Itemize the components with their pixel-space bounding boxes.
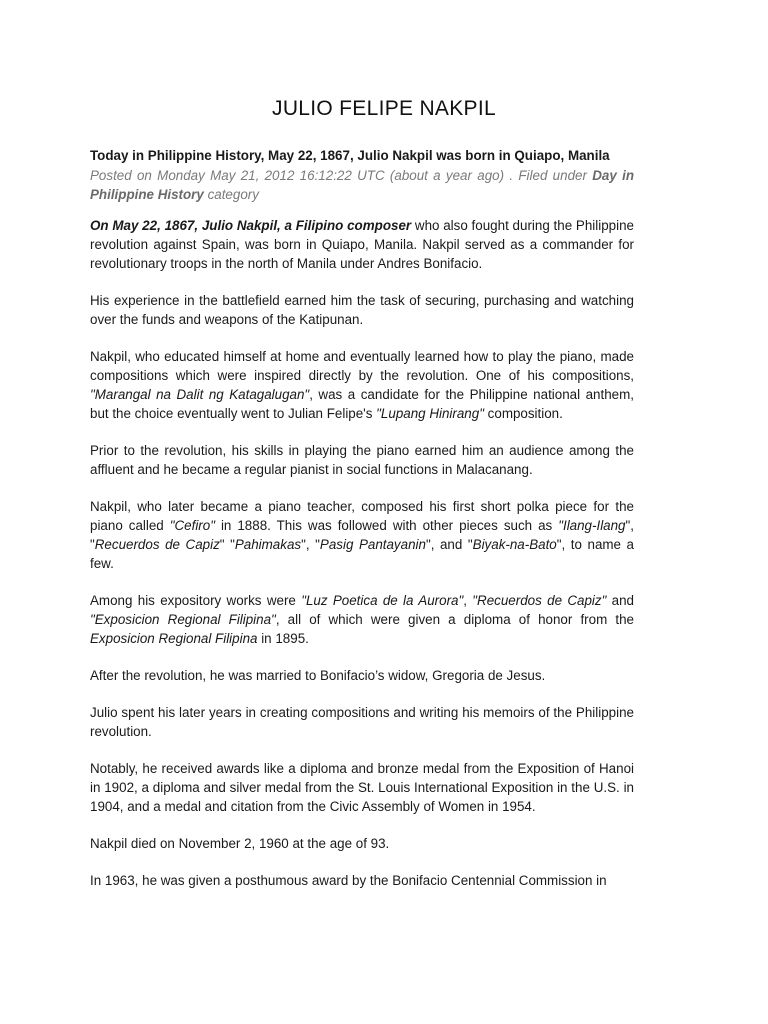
category-suffix: category <box>203 187 259 202</box>
post-meta <box>90 166 634 204</box>
category-link[interactable]: Day in Philippine History <box>90 168 634 202</box>
paragraph-1-lead: On May 22, 1867, Julio Nakpil, a Filipino composer <box>90 218 412 233</box>
paragraph-2: His experience in the battlefield earned him the task of securing, purchasing and watching over the funds and weapons of the Katipunan. <box>90 293 634 327</box>
paragraph-4: Prior to the revolution, his skills in playing the piano earned him an audience among the affluent and he became a regular pianist in social functions in Malacanang. <box>90 443 634 477</box>
article-subheading: Today in Philippine History, May 22, 1867, Julio Nakpil was born in Quiapo, Manila <box>90 148 610 163</box>
article-body <box>90 146 634 908</box>
paragraph-6: Among his expository works were "Luz Poetica de la Aurora", "Recuerdos de Capiz" and "Exposicion Regional Filipina", all of which were given a diploma of honor from the Exposicion Regional Filipina in 1895. <box>90 593 635 646</box>
paragraph-9: Notably, he received awards like a diploma and bronze medal from the Exposition of Hanoi in 1902, a diploma and silver medal from the St. Louis International Exposition in the U.S. in 1904, and a medal and citation from the Civic Assembly of Women in 1954. <box>90 761 634 814</box>
paragraph-8: Julio spent his later years in creating compositions and writing his memoirs of the Philippine revolution. <box>90 705 634 739</box>
paragraph-10: Nakpil died on November 2, 1960 at the age of 93. <box>90 836 390 851</box>
paragraph-5: Nakpil, who later became a piano teacher, composed his first short polka piece for the piano called "Cefiro" in 1888. This was followed with other pieces such as "Ilang-Ilang", "Recuerdos de Capiz" "Pahimakas", "Pasig Pantayanin", and "Biyak-na-Bato", to name a few. <box>90 499 635 571</box>
paragraph-3: Nakpil, who educated himself at home and eventually learned how to play the piano, made compositions which were inspired directly by the revolution. One of his compositions, "Marangal na Dalit ng Katagalugan", was a candidate for the Philippine national anthem, but the choice eventually went to Julian Felipe's "Lupang Hinirang" composition. <box>90 349 634 421</box>
paragraph-1: On May 22, 1867, Julio Nakpil, a Filipino composer who also fought during the Philippine revolution against Spain, was born in Quiapo, Manila. Nakpil served as a commander for revolutionary troops in the north of Manila under Andres Bonifacio. <box>90 218 634 271</box>
paragraph-7: After the revolution, he was married to Bonifacio’s widow, Gregoria de Jesus. <box>90 668 546 683</box>
posted-text: Posted on Monday May 21, 2012 16:12:22 UTC (about a year ago) . Filed under <box>90 168 593 183</box>
page-title: JULIO FELIPE NAKPIL <box>272 97 496 120</box>
paragraph-11: In 1963, he was given a posthumous award by the Bonifacio Centennial Commission in <box>90 873 607 888</box>
